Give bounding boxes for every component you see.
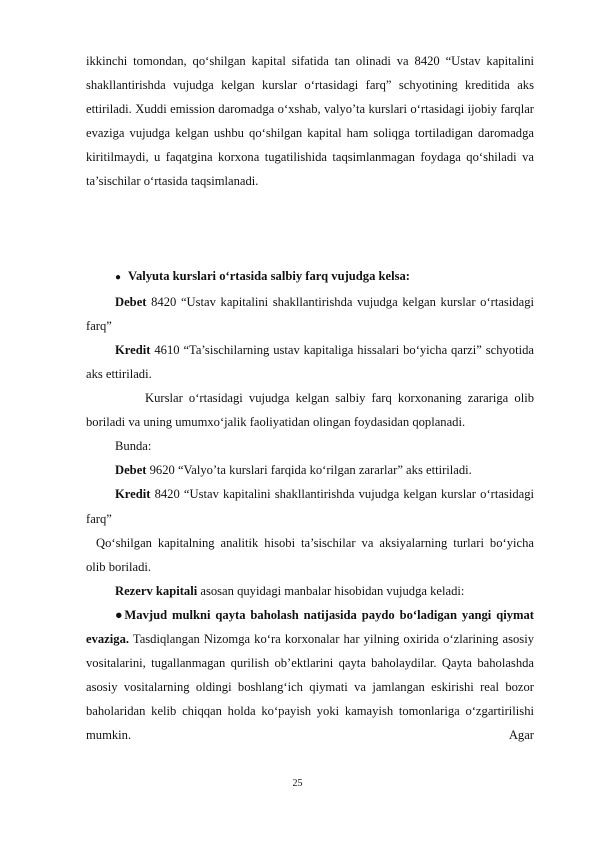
debet-text: 9620 “Valyo’ta kurslari farqida ko‘rilgan zararlar” aks ettiriladi. [146, 463, 472, 478]
bullet-icon: ● [115, 607, 125, 622]
bunda-label: Bunda: [115, 439, 152, 454]
debet-text: 8420 “Ustav kapitalini shakllantirishda vujudga kelgan kurslar o‘rtasidagi farq” [86, 294, 534, 333]
section-gap [86, 194, 534, 264]
document-body [86, 49, 534, 747]
revaluation-text: Tasdiqlangan Nizomga ko‘ra korxonalar har yilning oxirida o‘zlarining asosiy vositalarini, tugallanmagan qurilish ob’ektlarini qayta baholaydilar. Qayta baholashda asosiy vositalarning oldingi boshlang‘ich qiymati va jamlangan eskirishi real bozor baholaridan kelib chiqqan holda ko‘payish yoki kamayish tomonlariga o‘zgartirilishi mumkin. Agar [86, 631, 534, 743]
section-heading-text: Valyuta kurslari o‘rtasida salbiy farq vujudga kelsa: [128, 268, 411, 283]
kredit-text: 8420 “Ustav kapitalini shakllantirishda vujudga kelgan kurslar o‘rtasidagi farq” [86, 487, 534, 526]
rezerv-text: asosan quyidagi manbalar hisobidan vujudga keladi: [197, 583, 465, 598]
debet-label: Debet [115, 294, 147, 309]
entry-debet-1 [86, 290, 534, 338]
paragraph-loss: Kurslar o‘rtasidagi vujudga kelgan salbiy farq korxonaning zarariga olib boriladi va uning umumxo‘jalik faoliyatidan olingan foydasidan qoplanadi. [86, 391, 534, 430]
paragraph-revaluation [86, 603, 534, 748]
entry-kredit-1 [86, 338, 534, 386]
section-heading [86, 264, 534, 290]
debet-label: Debet [115, 463, 147, 478]
paragraph-intro: ikkinchi tomondan, qo‘shilgan kapital sifatida tan olinadi va 8420 “Ustav kapitalini shakllantirishda vujudga kelgan kurslar o‘rtasidagi farq” schyotining kreditida aks ettiriladi. Xuddi emission daromadga o‘xshab, valyo’ta kurslari o‘rtasidagi ijobiy farqlar evaziga vujudga kelgan ushbu qo‘shilgan kapital ham soliqga tortiladigan daromadga kiritilmaydi, u faqatgina korxona tugatilishida taqsimlanmagan foydaga qo‘shiladi va ta’sischilar o‘rtasida taqsimlanadi. [86, 54, 534, 189]
paragraph-analytic: Qo‘shilgan kapitalning analitik hisobi ta’sischilar va aksiyalarning turlari bo‘yicha olib boriladi. [86, 535, 534, 574]
rezerv-intro [86, 579, 534, 603]
bullet-icon: ● [115, 271, 122, 283]
kredit-text: 4610 “Ta’sischilarning ustav kapitaliga hissalari bo‘yicha qarzi” schyotida aks ettiriladi. [86, 342, 534, 381]
entry-debet-2 [86, 458, 534, 482]
kredit-label: Kredit [115, 487, 151, 502]
entry-kredit-2 [86, 482, 534, 530]
revaluation-bold: Mavjud mulkni qayta baholash natijasida paydo bo‘ladigan yangi qiymat evaziga. [86, 607, 534, 646]
kredit-label: Kredit [115, 342, 151, 357]
page-number: 25 [292, 778, 303, 789]
rezerv-label: Rezerv kapitali [115, 583, 198, 598]
